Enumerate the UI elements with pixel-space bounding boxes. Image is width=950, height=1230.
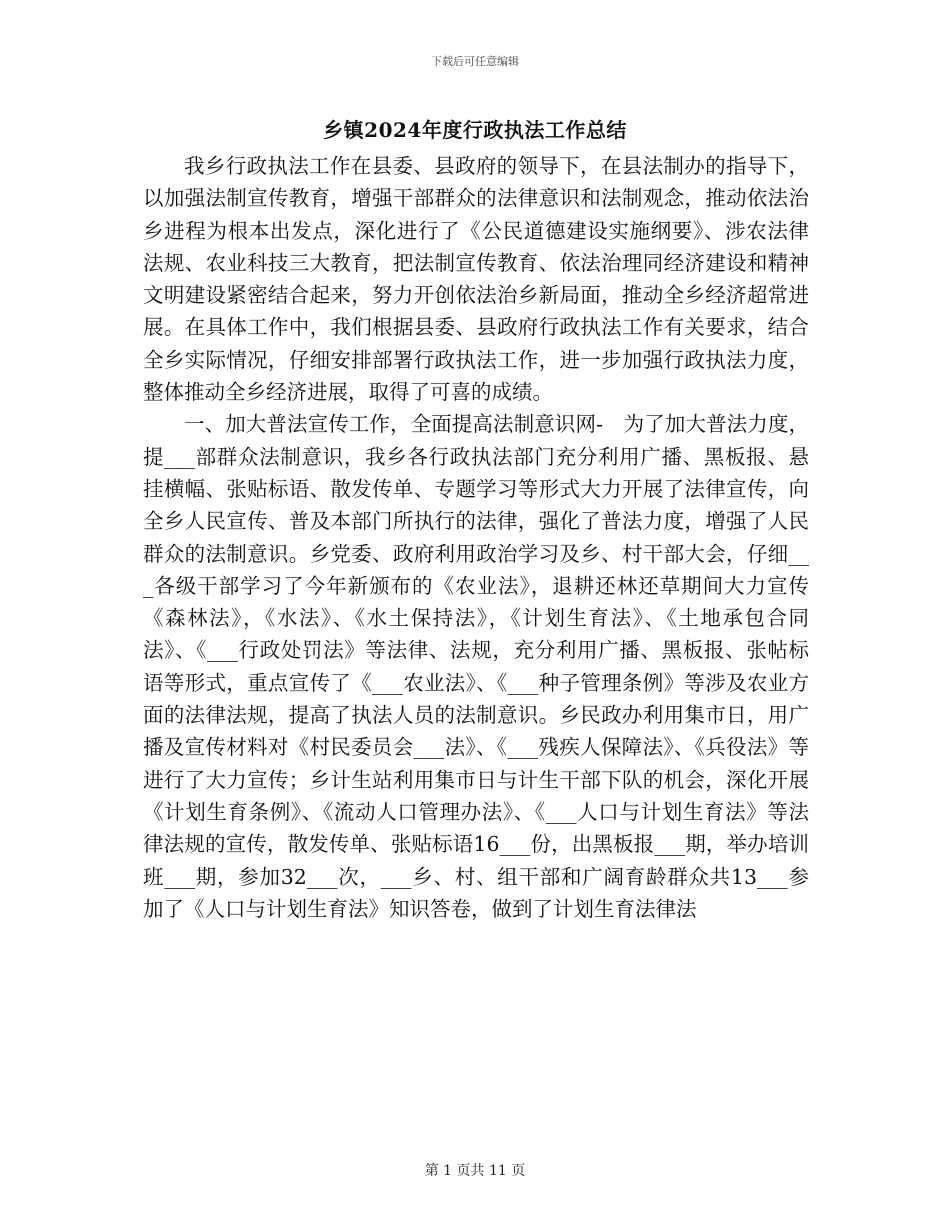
paragraph-section-one: 一、加大普法宣传工作，全面提高法制意识网- 为了加大普法力度，提___部群众法制意识，我乡各行政执法部门充分利用广播、黑板报、悬挂横幅、张贴标语、散发传单、专题学习等形式大力开展了法律宣传，向全乡人民宣传、普及本部门所执行的法律，强化了普法力度，增强了人民群众的法制意识。乡党委、政府利用政治学习及乡、村干部大会，仔细___各级干部学习了今年新颁布的《农业法》，退耕还林还草期间大力宣传《森林法》，《水法》、《水土保持法》，《计划生育法》、《土地承包合同法》、《___行政处罚法》等法律、法规，充分利用广播、黑板报、张帖标语等形式，重点宣传了《___农业法》、《___种子管理条例》等涉及农业方面的法律法规，提高了执法人员的法制意识。乡民政办利用集市日，用广播及宣传材料对《村民委员会___法》、《___残疾人保障法》、《兵役法》等进行了大力宣传；乡计生站利用集市日与计生干部下队的机会，深化开展《计划生育条例》、《流动人口管理办法》、《___人口与计划生育法》等法律法规的宣传，散发传单、张贴标语16___份，出黑板报___期，举办培训班___期，参加32___次，___乡、村、组干部和广阔育龄群众共13___参加了《人口与计划生育法》知识答卷，做到了计划生育法律法	[143, 412, 809, 921]
document-title: 乡镇2024年度行政执法工作总结	[323, 118, 627, 142]
document-body	[143, 150, 809, 925]
page-number: 第 1 页共 11 页	[424, 1163, 526, 1179]
download-note: 下载后可任意编辑	[431, 55, 519, 68]
paragraph-intro: 我乡行政执法工作在县委、县政府的领导下，在县法制办的指导下，以加强法制宣传教育，增强干部群众的法律意识和法制观念，推动依法治乡进程为根本出发点，深化进行了《公民道德建设实施纲要》、涉农法律法规、农业科技三大教育，把法制宣传教育、依法治理同经济建设和精神文明建设紧密结合起来，努力开创依法治乡新局面，推动全乡经济超常进展。在具体工作中，我们根据县委、县政府行政执法工作有关要求，结合全乡实际情况，仔细安排部署行政执法工作，进一步加强行政执法力度，整体推动全乡经济进展，取得了可喜的成绩。	[143, 154, 809, 405]
